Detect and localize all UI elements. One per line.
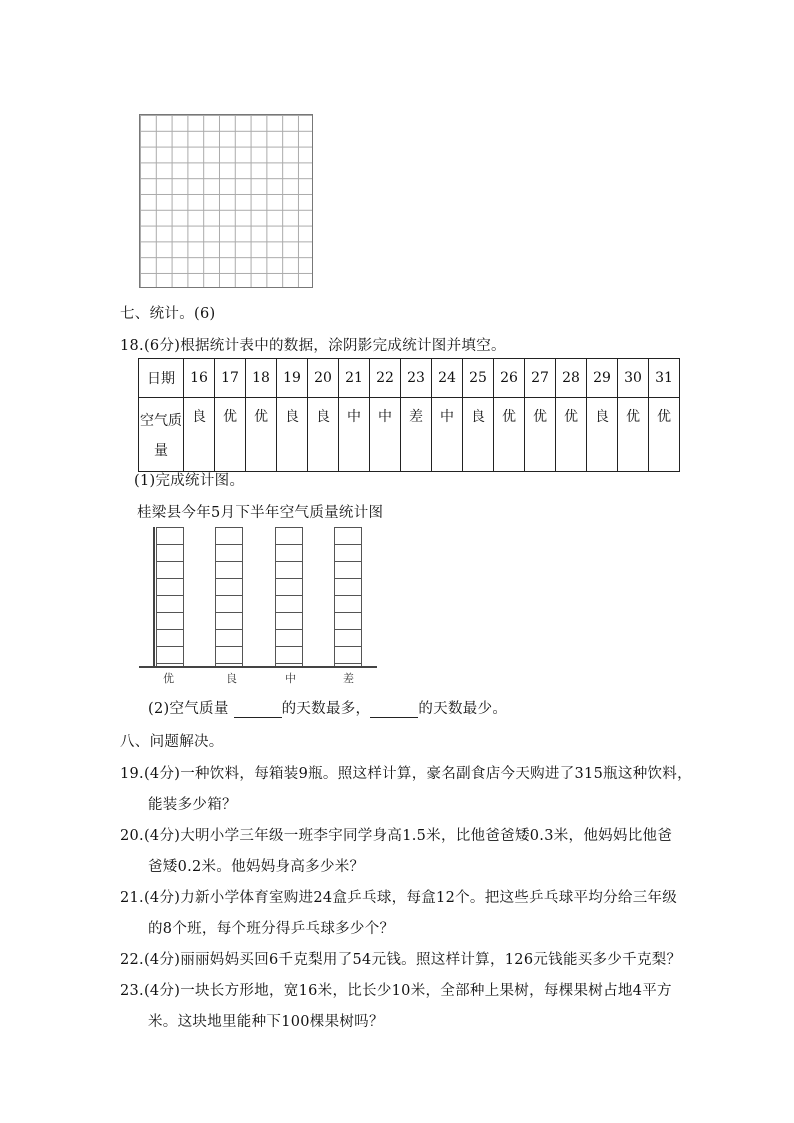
answer-blank-most[interactable] <box>234 703 282 718</box>
q19-line1: 19.(4分)一种饮料，每箱装9瓶。照这样计算，豪名副食店今天购进了315瓶这种饮料， <box>120 766 692 782</box>
table-cell-quality: 优 <box>556 398 587 472</box>
table-cell-quality: 中 <box>432 398 463 472</box>
q18-sub2 <box>148 697 507 718</box>
bar-column-zhong <box>275 527 303 666</box>
air-quality-table <box>138 358 680 472</box>
table-cell-date: 29 <box>587 359 618 398</box>
chart-title: 桂梁县今年5月下半年空气质量统计图 <box>137 505 384 521</box>
table-cell-date: 24 <box>432 359 463 398</box>
table-cell-date: 23 <box>401 359 432 398</box>
category-label: 中 <box>285 672 296 685</box>
table-cell-date: 19 <box>277 359 308 398</box>
q21-line2: 的8个班，每个班分得乒乓球多少个？ <box>148 921 395 937</box>
table-cell-quality: 优 <box>494 398 525 472</box>
q23-line2: 米。这块地里能种下100棵果树吗？ <box>148 1014 384 1030</box>
table-cell-date: 28 <box>556 359 587 398</box>
table-cell-quality: 良 <box>308 398 339 472</box>
table-cell-date: 27 <box>525 359 556 398</box>
q19-line2: 能装多少箱？ <box>148 797 237 813</box>
bar-column-you <box>156 527 184 666</box>
table-cell-date: 30 <box>618 359 649 398</box>
table-cell-quality: 中 <box>339 398 370 472</box>
table-cell-quality: 优 <box>649 398 680 472</box>
table-cell-quality: 良 <box>184 398 215 472</box>
table-cell-date: 22 <box>370 359 401 398</box>
bar-column-cha <box>334 527 362 666</box>
table-cell-quality: 良 <box>587 398 618 472</box>
q22-line1: 22.(4分)丽丽妈妈买回6千克梨用了54元钱。照这样计算，126元钱能买多少千克梨？ <box>120 952 682 968</box>
bar-column-liang <box>215 527 243 666</box>
q21-line1: 21.(4分)力新小学体育室购进24盒乒乓球，每盒12个。把这些乒乓球平均分给三年级 <box>120 890 678 906</box>
q20-line2: 爸矮0.2米。他妈妈身高多少米？ <box>148 859 365 875</box>
table-cell-date: 21 <box>339 359 370 398</box>
table-cell-date: 26 <box>494 359 525 398</box>
table-cell-date: 25 <box>463 359 494 398</box>
answer-blank-least[interactable] <box>370 703 418 718</box>
q20-line1: 20.(4分)大明小学三年级一班李宇同学身高1.5米，比他爸爸矮0.3米，他妈妈比他爸 <box>120 828 673 844</box>
category-label: 优 <box>163 672 174 685</box>
table-cell-quality: 良 <box>277 398 308 472</box>
chart-y-axis <box>153 527 155 667</box>
chart-x-axis <box>139 666 377 668</box>
table-cell-date: 18 <box>246 359 277 398</box>
section-8-title: 八、问题解决。 <box>120 734 224 750</box>
table-row-dates <box>139 359 680 398</box>
table-cell-quality: 优 <box>215 398 246 472</box>
table-header-quality <box>139 398 184 472</box>
q18-sub1: (1)完成统计图。 <box>134 473 245 489</box>
category-label: 差 <box>343 672 354 685</box>
grid-paper <box>139 114 313 288</box>
table-cell-quality: 中 <box>370 398 401 472</box>
q23-line1: 23.(4分)一块长方形地，宽16米，比长少10米，全部种上果树，每棵果树占地4平方 <box>120 983 672 999</box>
table-header-quality-b: 量 <box>154 443 168 459</box>
q18-sub2-a: (2)空气质量 <box>148 701 229 717</box>
table-row-quality <box>139 398 680 472</box>
q18-prompt: 18.(6分)根据统计表中的数据，涂阴影完成统计图并填空。 <box>120 338 506 354</box>
table-header-date: 日期 <box>139 359 184 398</box>
table-cell-date: 16 <box>184 359 215 398</box>
table-cell-date: 20 <box>308 359 339 398</box>
table-header-quality-a: 空气质 <box>140 413 182 429</box>
category-label: 良 <box>226 672 237 685</box>
q18-sub2-c: 的天数最少。 <box>418 701 508 717</box>
table-cell-quality: 优 <box>525 398 556 472</box>
table-cell-date: 31 <box>649 359 680 398</box>
q18-sub2-b: 的天数最多， <box>281 701 371 717</box>
table-cell-date: 17 <box>215 359 246 398</box>
section-7-title: 七、统计。(6) <box>120 306 216 322</box>
table-cell-quality: 差 <box>401 398 432 472</box>
table-cell-quality: 优 <box>246 398 277 472</box>
table-cell-quality: 优 <box>618 398 649 472</box>
table-cell-quality: 良 <box>463 398 494 472</box>
